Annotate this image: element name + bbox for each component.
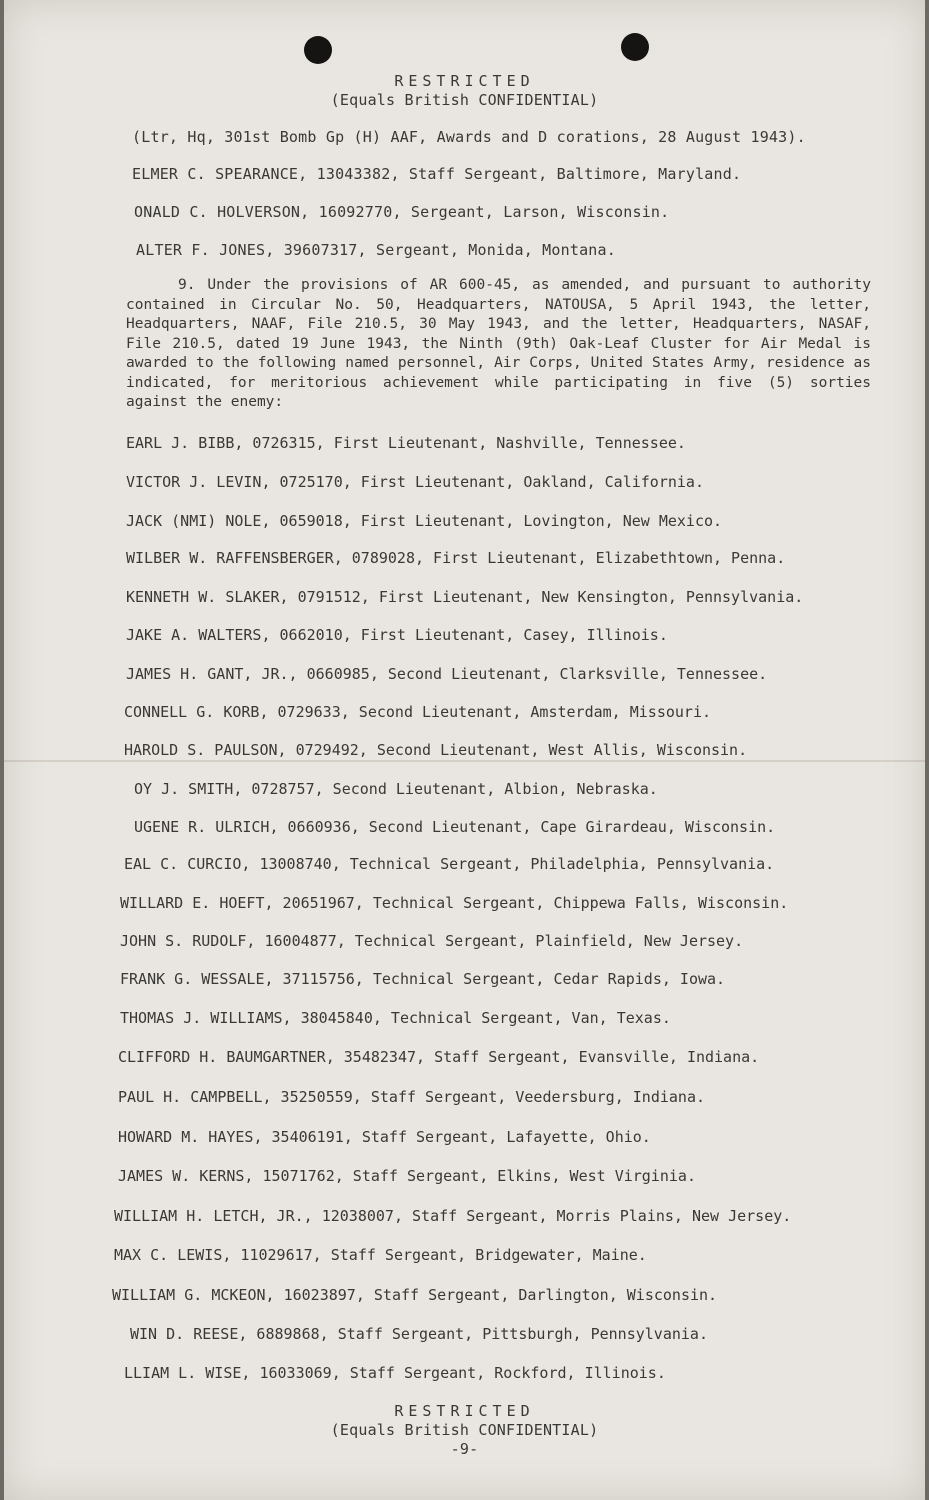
- personnel-entry: HAROLD S. PAULSON, 0729492, Second Lieutenant, West Allis, Wisconsin.: [124, 741, 748, 759]
- document-page: [4, 0, 925, 1500]
- personnel-entry: KENNETH W. SLAKER, 0791512, First Lieutenant, New Kensington, Pennsylvania.: [126, 588, 804, 606]
- punch-hole-left: [304, 36, 332, 64]
- name-entry: ELMER C. SPEARANCE, 13043382, Staff Sergeant, Baltimore, Maryland.: [132, 165, 742, 183]
- personnel-entry: THOMAS J. WILLIAMS, 38045840, Technical Sergeant, Van, Texas.: [120, 1009, 671, 1027]
- personnel-entry: WIN D. REESE, 6889868, Staff Sergeant, Pittsburgh, Pennsylvania.: [130, 1325, 708, 1343]
- letter-reference: (Ltr, Hq, 301st Bomb Gp (H) AAF, Awards and D corations, 28 August 1943).: [132, 128, 806, 146]
- footer-classification: RESTRICTED: [394, 1402, 535, 1420]
- personnel-entry: LLIAM L. WISE, 16033069, Staff Sergeant, Rockford, Illinois.: [124, 1364, 666, 1382]
- personnel-entry: JOHN S. RUDOLF, 16004877, Technical Sergeant, Plainfield, New Jersey.: [120, 932, 744, 950]
- header-classification: RESTRICTED: [394, 72, 535, 90]
- name-entry: ALTER F. JONES, 39607317, Sergeant, Monida, Montana.: [136, 241, 616, 259]
- personnel-entry: WILLIAM G. MCKEON, 16023897, Staff Sergeant, Darlington, Wisconsin.: [112, 1286, 718, 1304]
- personnel-entry: HOWARD M. HAYES, 35406191, Staff Sergeant, Lafayette, Ohio.: [118, 1128, 651, 1146]
- personnel-entry: JAMES W. KERNS, 15071762, Staff Sergeant, Elkins, West Virginia.: [118, 1167, 696, 1185]
- personnel-entry: WILLIAM H. LETCH, JR., 12038007, Staff Sergeant, Morris Plains, New Jersey.: [114, 1207, 792, 1225]
- personnel-entry: OY J. SMITH, 0728757, Second Lieutenant, Albion, Nebraska.: [134, 780, 658, 798]
- personnel-entry: JACK (NMI) NOLE, 0659018, First Lieutenant, Lovington, New Mexico.: [126, 512, 723, 530]
- personnel-entry: UGENE R. ULRICH, 0660936, Second Lieutenant, Cape Girardeau, Wisconsin.: [134, 818, 776, 836]
- personnel-entry: WILBER W. RAFFENSBERGER, 0789028, First Lieutenant, Elizabethtown, Penna.: [126, 549, 786, 567]
- award-paragraph: 9. Under the provisions of AR 600-45, as amended, and pursuant to authority contained in Circular No. 50, Headquarters, NATOUSA, 5 April 1943, the letter, Headquarters, NAAF, File 210.5, 30 May 1943, and the letter, Headquarters, NASAF, File 210.5, dated 19 June 1943, the Ninth (9th) Oak-Leaf Cluster for Air Medal is awarded to the following named personnel, Air Corps, United States Army, residence as indicated, for meritorious achievement while participating in five (5) sorties against the enemy:: [126, 277, 871, 410]
- personnel-entry: FRANK G. WESSALE, 37115756, Technical Sergeant, Cedar Rapids, Iowa.: [120, 970, 726, 988]
- personnel-entry: CLIFFORD H. BAUMGARTNER, 35482347, Staff Sergeant, Evansville, Indiana.: [118, 1048, 760, 1066]
- personnel-entry: VICTOR J. LEVIN, 0725170, First Lieutenant, Oakland, California.: [126, 473, 704, 491]
- personnel-entry: CONNELL G. KORB, 0729633, Second Lieutenant, Amsterdam, Missouri.: [124, 703, 711, 721]
- personnel-entry: PAUL H. CAMPBELL, 35250559, Staff Sergeant, Veedersburg, Indiana.: [118, 1088, 705, 1106]
- footer-equals-note: (Equals British CONFIDENTIAL): [330, 1421, 599, 1439]
- personnel-entry: WILLARD E. HOEFT, 20651967, Technical Sergeant, Chippewa Falls, Wisconsin.: [120, 894, 789, 912]
- paper-fold: [4, 760, 925, 762]
- page-number: -9-: [450, 1440, 479, 1458]
- personnel-entry: MAX C. LEWIS, 11029617, Staff Sergeant, Bridgewater, Maine.: [114, 1246, 647, 1264]
- header-equals-note: (Equals British CONFIDENTIAL): [330, 91, 599, 109]
- personnel-entry: JAKE A. WALTERS, 0662010, First Lieutenant, Casey, Illinois.: [126, 626, 668, 644]
- personnel-entry: EARL J. BIBB, 0726315, First Lieutenant, Nashville, Tennessee.: [126, 434, 686, 452]
- name-entry: ONALD C. HOLVERSON, 16092770, Sergeant, Larson, Wisconsin.: [134, 203, 670, 221]
- personnel-entry: JAMES H. GANT, JR., 0660985, Second Lieutenant, Clarksville, Tennessee.: [126, 665, 768, 683]
- punch-hole-right: [621, 33, 649, 61]
- personnel-entry: EAL C. CURCIO, 13008740, Technical Sergeant, Philadelphia, Pennsylvania.: [124, 855, 775, 873]
